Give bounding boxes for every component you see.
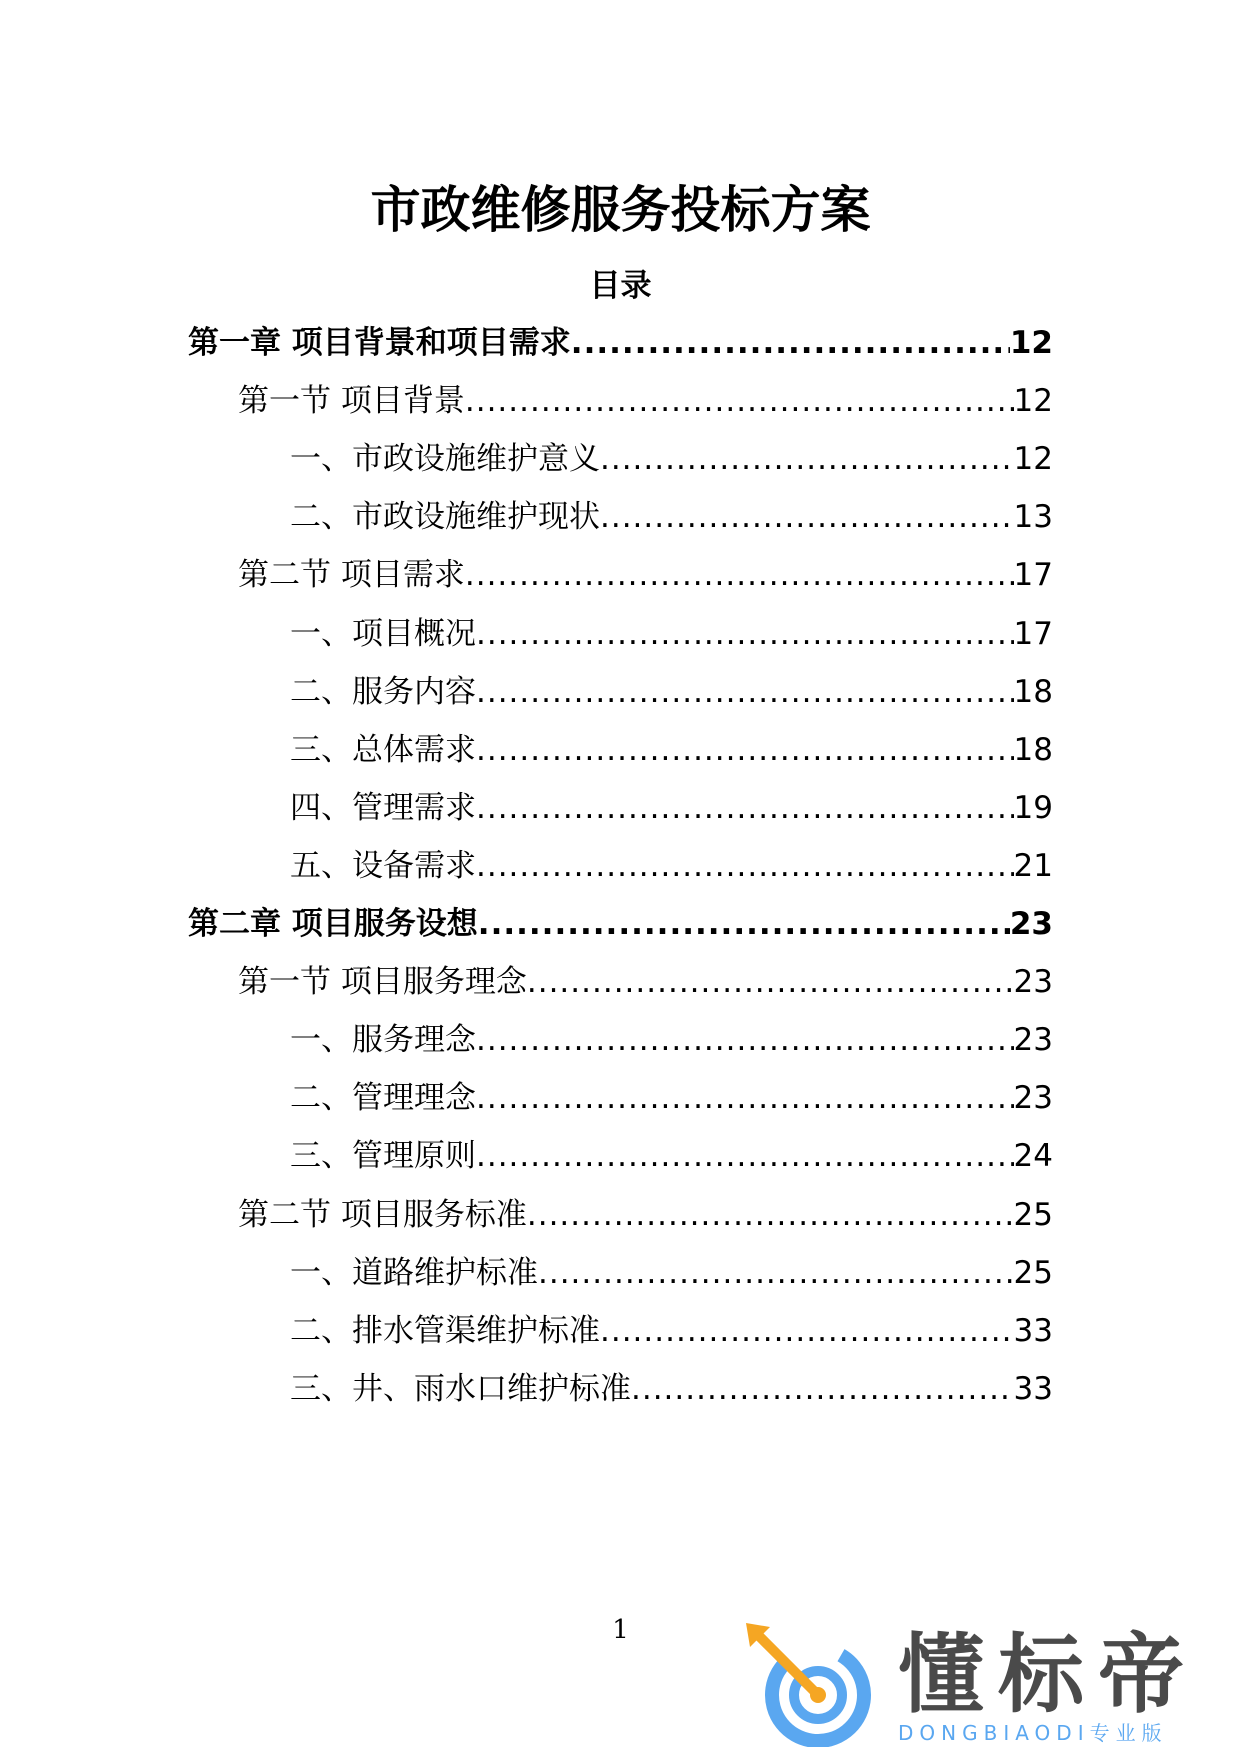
page-number: 1 [612, 1615, 629, 1645]
toc-entry[interactable] [290, 1366, 1053, 1412]
toc-entry[interactable] [290, 494, 1053, 540]
toc-entry-label: 第一章 项目背景和项目需求 [188, 325, 571, 361]
target-arrow-icon [740, 1617, 890, 1747]
toc-entry[interactable] [290, 436, 1053, 482]
toc-entry-page: 18 [1013, 673, 1053, 710]
toc-leader-dots [631, 1366, 1014, 1412]
toc-leader-dots [465, 552, 1014, 598]
toc-leader-dots [476, 1133, 1014, 1179]
toc-entry-label: 二、市政设施维护现状 [290, 499, 600, 536]
toc-entry-page: 12 [1013, 383, 1053, 420]
toc-entry-page: 18 [1013, 731, 1053, 768]
toc-entry[interactable] [290, 1308, 1053, 1354]
toc-entry-label: 第二节 项目需求 [238, 557, 465, 594]
toc-entry[interactable] [290, 611, 1053, 657]
toc-entry-label: 一、服务理念 [290, 1022, 476, 1059]
toc-entry[interactable] [290, 669, 1053, 715]
toc-entry-label: 二、管理理念 [290, 1080, 476, 1117]
toc-leader-dots [538, 1250, 1014, 1296]
toc-entry-label: 四、管理需求 [290, 789, 476, 826]
toc-entry[interactable] [188, 320, 1053, 366]
toc-leader-dots [476, 843, 1014, 889]
toc-leader-dots [476, 611, 1014, 657]
toc-entry[interactable] [238, 378, 1053, 424]
toc-entry-label: 一、项目概况 [290, 615, 476, 652]
toc-leader-dots [600, 1308, 1014, 1354]
toc-entry[interactable] [238, 552, 1053, 598]
toc-entry-page: 23 [1013, 1080, 1053, 1117]
toc-entry-page: 25 [1013, 1196, 1053, 1233]
toc-leader-dots [476, 669, 1014, 715]
toc-leader-dots [476, 727, 1014, 773]
toc-leader-dots [476, 1017, 1014, 1063]
toc-entry[interactable] [290, 843, 1053, 889]
watermark-name: 懂标帝 [898, 1625, 1198, 1725]
toc-entry[interactable] [188, 901, 1053, 947]
toc-entry[interactable] [238, 959, 1053, 1005]
toc-leader-dots [527, 1192, 1014, 1238]
toc-leader-dots [527, 959, 1014, 1005]
toc-entry[interactable] [238, 1192, 1053, 1238]
toc-entry-page: 17 [1013, 557, 1053, 594]
toc-entry[interactable] [290, 1017, 1053, 1063]
toc-leader-dots [600, 494, 1014, 540]
toc-entry-label: 三、管理原则 [290, 1138, 476, 1175]
toc-entry-page: 23 [1013, 1022, 1053, 1059]
toc-entry-label: 第一节 项目背景 [238, 383, 465, 420]
toc-entry-page: 19 [1013, 789, 1053, 826]
toc-leader-dots [571, 320, 1010, 366]
toc-entry-label: 一、市政设施维护意义 [290, 441, 600, 478]
toc-leader-dots [476, 1075, 1014, 1121]
toc-entry-label: 第二节 项目服务标准 [238, 1196, 527, 1233]
toc-entry-label: 一、道路维护标准 [290, 1254, 538, 1291]
toc-entry-page: 12 [1009, 325, 1053, 361]
toc-entry[interactable] [290, 785, 1053, 831]
toc-entry-page: 33 [1013, 1312, 1053, 1349]
toc-entry-label: 二、排水管渠维护标准 [290, 1312, 600, 1349]
toc-leader-dots [476, 785, 1014, 831]
toc-entry-label: 三、总体需求 [290, 731, 476, 768]
watermark [740, 1617, 1220, 1747]
toc-heading: 目录 [589, 268, 652, 304]
toc-entry[interactable] [290, 727, 1053, 773]
toc-entry-page: 21 [1013, 847, 1053, 884]
document-title: 市政维修服务投标方案 [370, 181, 871, 239]
toc-entry-page: 24 [1013, 1138, 1053, 1175]
toc-entry-label: 五、设备需求 [290, 847, 476, 884]
toc-entry-page: 23 [1013, 964, 1053, 1001]
toc-entry-page: 25 [1013, 1254, 1053, 1291]
toc-entry-label: 二、服务内容 [290, 673, 476, 710]
toc-entry-page: 17 [1013, 615, 1053, 652]
toc-entry-page: 23 [1009, 906, 1053, 942]
toc-entry-page: 33 [1013, 1370, 1053, 1407]
toc-entry-label: 第二章 项目服务设想 [188, 906, 478, 942]
toc-entry[interactable] [290, 1075, 1053, 1121]
watermark-subtitle: DONGBIAODI专业版 [898, 1721, 1168, 1745]
toc-entry[interactable] [290, 1250, 1053, 1296]
toc-entry[interactable] [290, 1133, 1053, 1179]
toc-leader-dots [465, 378, 1014, 424]
toc-leader-dots [600, 436, 1014, 482]
toc-leader-dots [478, 901, 1010, 947]
toc-entry-page: 13 [1013, 499, 1053, 536]
toc-entry-label: 三、井、雨水口维护标准 [290, 1370, 631, 1407]
toc-entry-label: 第一节 项目服务理念 [238, 964, 527, 1001]
toc-entry-page: 12 [1013, 441, 1053, 478]
